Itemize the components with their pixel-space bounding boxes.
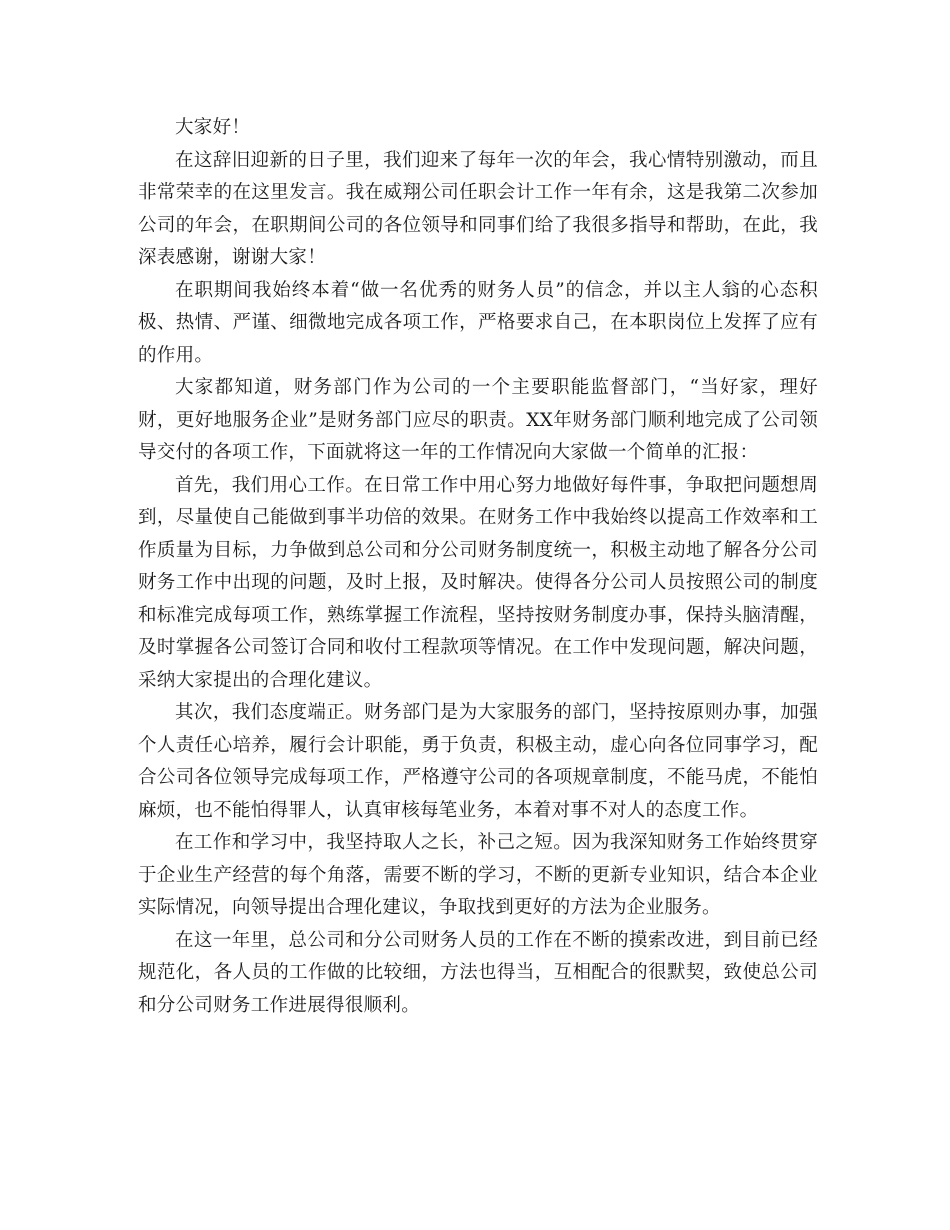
body-paragraph: 在这辞旧迎新的日子里，我们迎来了每年一次的年会，我心情特别激动，而且非常荣幸的在这里发言。我在威翔公司任职会计工作一年有余，这是我第二次参加公司的年会，在职期间公司的各位领导和同事们给了我很多指导和帮助，在此，我深表感谢，谢谢大家！ [138,149,818,268]
body-paragraph: 在这一年里，总公司和分公司财务人员的工作在不断的摸索改进，到目前已经规范化，各人员的工作做的比较细，方法也得当，互相配合的很默契，致使总公司和分公司财务工作进展得很顺利。 [138,929,818,1016]
document-body [138,112,818,1022]
body-paragraph: 在职期间我始终本着“做一名优秀的财务人员”的信念，并以主人翁的心态积极、热情、严谨、细微地完成各项工作，严格要求自己，在本职岗位上发挥了应有的作用。 [138,279,818,366]
body-paragraph: 首先，我们用心工作。在日常工作中用心努力地做好每件事，争取把问题想周到，尽量使自己能做到事半功倍的效果。在财务工作中我始终以提高工作效率和工作质量为目标，力争做到总公司和分公司财务制度统一，积极主动地了解各分公司财务工作中出现的问题，及时上报，及时解决。使得各分公司人员按照公司的制度和标准完成每项工作，熟练掌握工作流程，坚持按财务制度办事，保持头脑清醒，及时掌握各公司签订合同和收付工程款项等情况。在工作中发现问题，解决问题，采纳大家提出的合理化建议。 [138,474,818,691]
body-paragraph: 在工作和学习中，我坚持取人之长，补己之短。因为我深知财务工作始终贯穿于企业生产经营的每个角落，需要不断的学习，不断的更新专业知识，结合本企业实际情况，向领导提出合理化建议，争取找到更好的方法为企业服务。 [138,832,818,918]
body-paragraph: 其次，我们态度端正。财务部门是为大家服务的部门，坚持按原则办事，加强个人责任心培养，履行会计职能，勇于负责，积极主动，虚心向各位同事学习，配合公司各位领导完成每项工作，严格遵守公司的各项规章制度，不能马虎，不能怕麻烦，也不能怕得罪人，认真审核每笔业务，本着对事不对人的态度工作。 [138,702,818,821]
body-paragraph: 大家都知道，财务部门作为公司的一个主要职能监督部门，“当好家，理好财，更好地服务企业”是财务部门应尽的职责。XX年财务部门顺利地完成了公司领导交付的各项工作，下面就将这一年的工作情况向大家做一个简单的汇报： [138,377,818,463]
greeting-paragraph: 大家好！ [175,117,251,138]
